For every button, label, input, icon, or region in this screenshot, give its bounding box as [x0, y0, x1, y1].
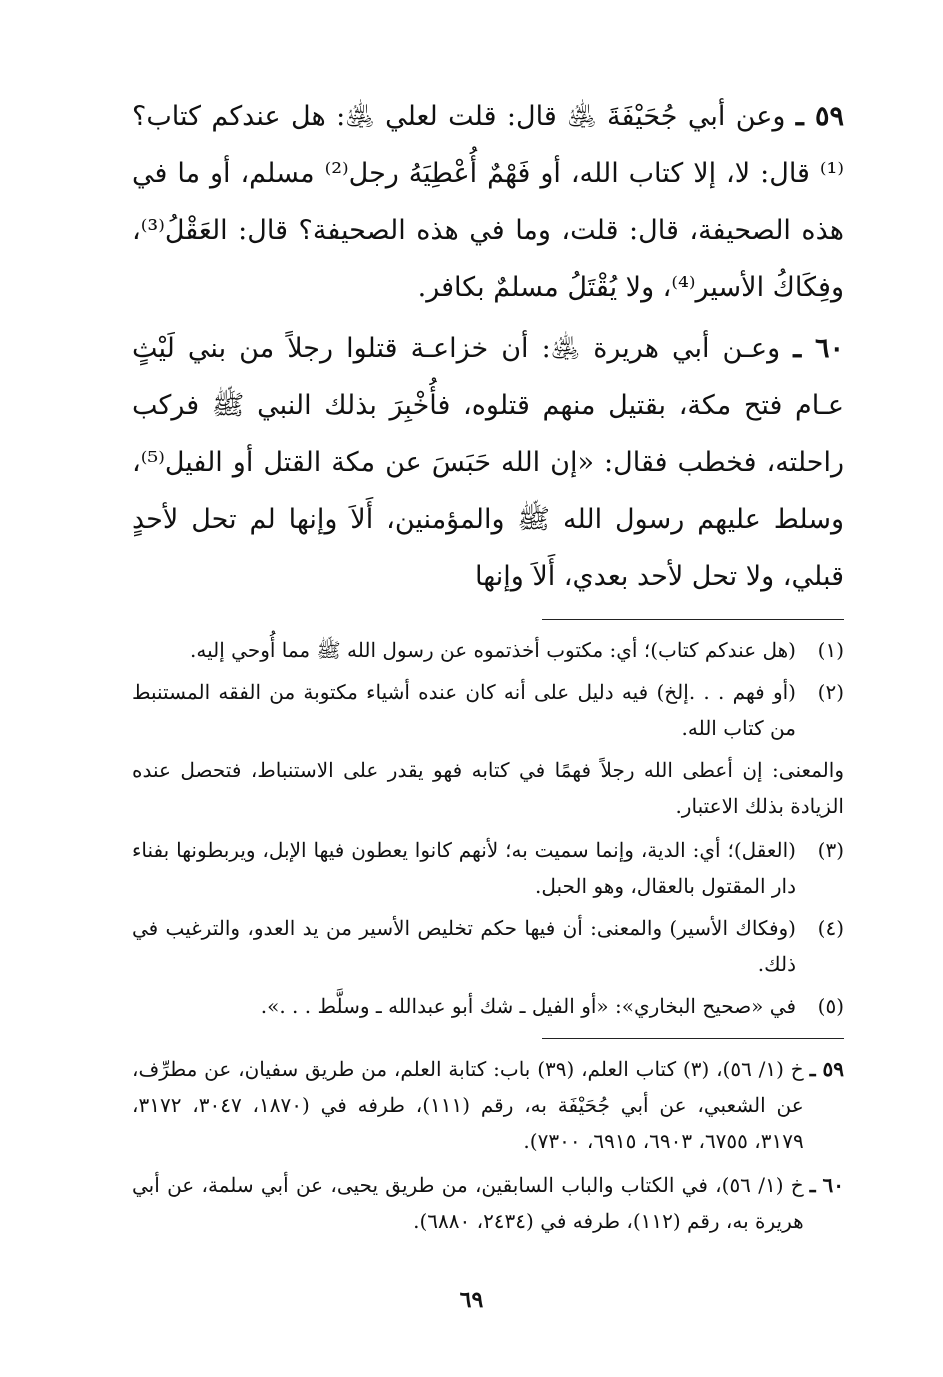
hadith-60	[132, 320, 844, 605]
hadith-number: ٥٩ ـ	[795, 101, 844, 132]
footnote-number: (١)	[817, 638, 844, 662]
hadith-text: وعـن أبي هريرة ﵁: أن خزاعـة قتلوا رجلاً من بني لَيْثٍ عـام فتح مكة، بقتيل منهم قتلوه، فأُخْبِرَ بذلك النبي ﷺ فركب راحلته، فخطب فقال: «إن الله حَبَسَ عن مكة القتل أو الفيل⁽⁵⁾، وسلط عليهم رسول الله ﷺ والمؤمنين، أَلاَ وإنها لم تحل لأحدٍ قبلي، ولا تحل لأحد بعدي، أَلاَ وإنها	[132, 333, 844, 592]
footnote-3	[132, 832, 844, 904]
hadith-59	[132, 88, 844, 316]
hadith-number: ٦٠ ـ	[793, 333, 844, 364]
footnote-divider	[542, 619, 844, 620]
takhrij-text: خ (١/ ٥٦)، في الكتاب والباب السابقين، من طريق يحيى، عن أبي سلمة، عن أبي هريرة به، رقم (١١٢)، طرفه في (٢٤٣٤، ٦٨٨٠).	[132, 1173, 804, 1233]
footnote-number: (٤)	[817, 916, 844, 940]
footnote-text: في «صحيح البخاري»: «أو الفيل ـ شك أبو عبدالله ـ وسلَّط . . .».	[260, 994, 796, 1018]
takhrij-60	[132, 1167, 844, 1239]
footnote-1	[132, 632, 844, 668]
page-number: ٦٩	[459, 1287, 484, 1313]
takhrij-59	[132, 1051, 844, 1159]
footnote-text: (وفكاك الأسير) والمعنى: أن فيها حكم تخليص الأسير من يد العدو، والترغيب في ذلك.	[132, 916, 796, 976]
footnote-number: (٥)	[817, 994, 844, 1018]
footnote-number: (٣)	[817, 838, 844, 862]
takhrij-divider	[542, 1038, 844, 1039]
takhrij-number: ٦٠ ـ	[809, 1173, 844, 1197]
footnote-text: (أو فهم . . .إلخ) فيه دليل على أنه كان عنده أشياء مكتوبة من الفقه المستنبط من كتاب الله.	[132, 680, 796, 740]
footnote-4	[132, 910, 844, 982]
footnote-text: (العقل)؛ أي: الدية، وإنما سميت به؛ لأنهم كانوا يعطون فيها الإبل، ويربطونها بفناء دار المقتول بالعقال، وهو الحبل.	[132, 838, 796, 898]
takhrij-number: ٥٩ ـ	[809, 1057, 844, 1081]
footnote-5	[132, 988, 844, 1024]
footnote-number: (٢)	[817, 680, 844, 704]
footnote-2-continuation: والمعنى: إن أعطى الله رجلاً فهمًا في كتابه فهو يقدر على الاستنباط، فتحصل عنده الزيادة بذلك الاعتبار.	[132, 758, 844, 818]
hadith-text: وعن أبي جُحَيْفَةَ ﵁ قال: قلت لعلي ﵁: هل عندكم كتاب؟⁽¹⁾ قال: لا، إلا كتاب الله، أو فَهْمٌ أُعْطِيَهُ رجل⁽²⁾ مسلم، أو ما في هذه الصحيفة، قال: قلت، وما في هذه الصحيفة؟ قال: العَقْلُ⁽³⁾، وفِكَاكُ الأسير⁽⁴⁾، ولا يُقْتَلُ مسلمٌ بكافر.	[132, 101, 844, 303]
takhrij-text: خ (١/ ٥٦)، (٣) كتاب العلم، (٣٩) باب: كتابة العلم، من طريق سفيان، عن مطرِّف، عن الشعبي، عن أبي جُحَيْفَة به، رقم (١١١)، طرفه في (١٨٧٠، ٣٠٤٧، ٣١٧٢، ٣١٧٩، ٦٧٥٥، ٦٩٠٣، ٦٩١٥، ٧٣٠٠).	[132, 1057, 804, 1153]
footnote-text: (هل عندكم كتاب)؛ أي: مكتوب أخذتموه عن رسول الله ﷺ مما أُوحي إليه.	[190, 638, 796, 662]
footnote-2	[132, 674, 844, 746]
page-body	[132, 88, 844, 1247]
